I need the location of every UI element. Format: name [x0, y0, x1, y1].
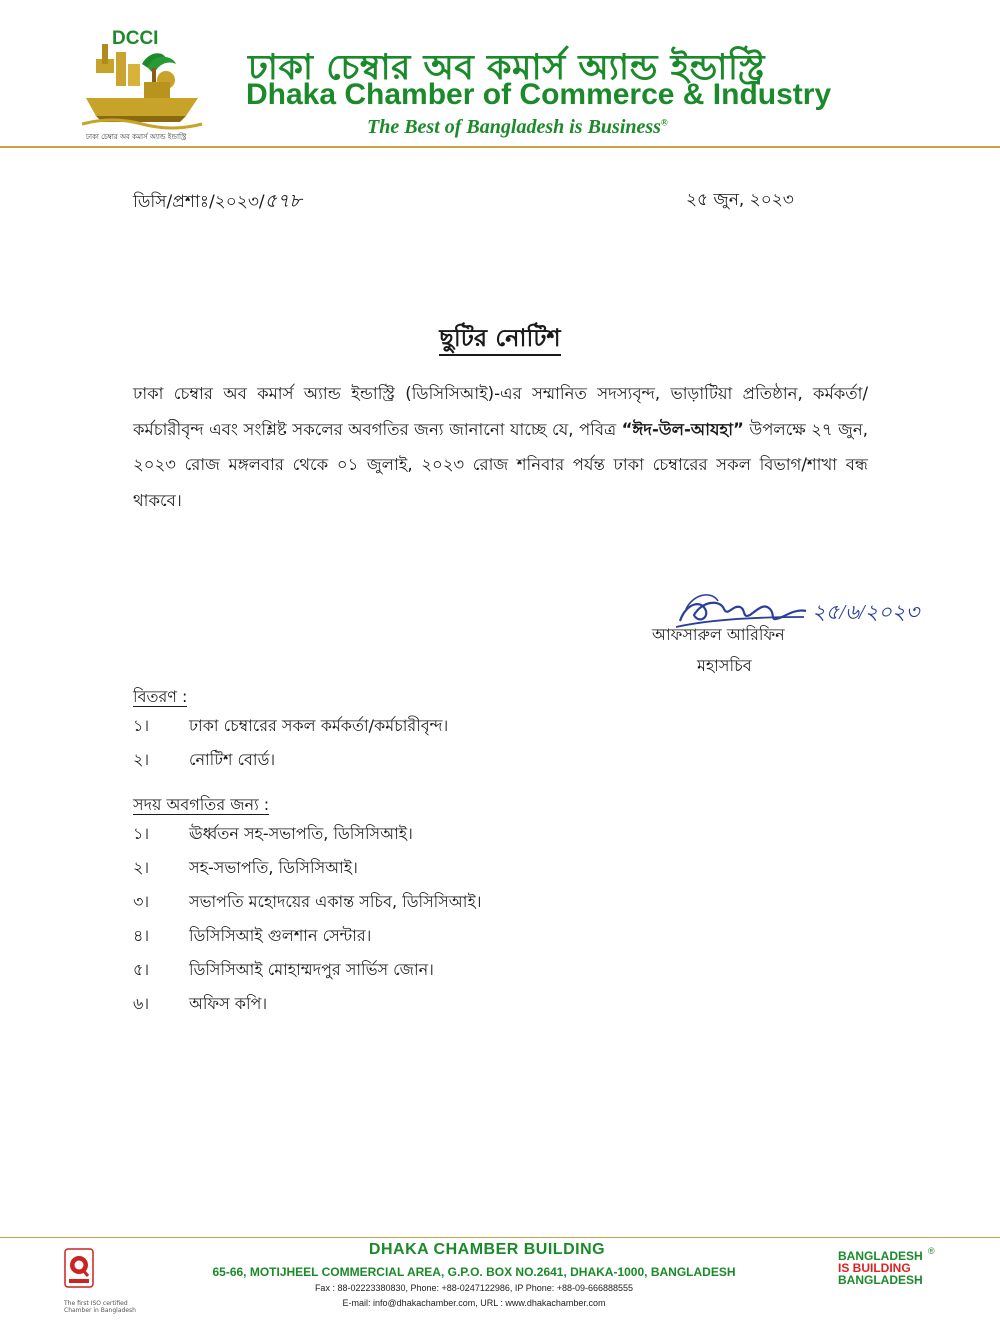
- list-item: [133, 923, 482, 957]
- list-item: [133, 747, 448, 781]
- item-text: সহ-সভাপতি, ডিসিসিআই।: [189, 858, 358, 877]
- notice-body-part-2: উপলক্ষে ২৭ জুন, ২০২৩ রোজ মঙ্গলবার থেকে ০১ জুলাই, ২০২৩ রোজ শনিবার পর্যন্ত ঢাকা চেম্বারের সকল বিভাগ/শাখা বন্ধ থাকবে।: [133, 419, 868, 510]
- tagline-text: The Best of Bangladesh is Business: [367, 116, 661, 138]
- org-tagline: [367, 116, 668, 139]
- info-list: [133, 821, 482, 1025]
- letter-date: ২৫ জুন, ২০২৩: [686, 190, 794, 210]
- item-text: ডিসিসিআই মোহাম্মদপুর সার্ভিস জোন।: [189, 960, 434, 979]
- list-item: [133, 889, 482, 923]
- footer-contact: Fax : 88-02223380830, Phone: +88-0247122986, IP Phone: +88-09-666888555: [314, 1283, 634, 1293]
- notice-heading-text: ছুটির নোটিশ: [439, 324, 560, 356]
- header-divider: [0, 146, 1000, 148]
- bangladesh-building-badge: [838, 1250, 923, 1286]
- badge-line-1: BANGLADESH: [838, 1249, 923, 1263]
- org-title-english: Dhaka Chamber of Commerce & Industry: [246, 78, 832, 111]
- item-number: ১।: [133, 824, 150, 843]
- signatory-title: মহাসচিব: [697, 656, 752, 675]
- badge-registered-mark: ®: [928, 1246, 935, 1256]
- item-text: ঊর্ধ্বতন সহ-সভাপতি, ডিসিসিআই।: [189, 824, 413, 843]
- signature-date: ২৫/৬/২০২৩: [812, 600, 920, 624]
- list-item: [133, 957, 482, 991]
- iso-caption: The first ISO certified Chamber in Bangladesh: [64, 1300, 136, 1314]
- list-item: [133, 821, 482, 855]
- list-item: [133, 713, 448, 747]
- item-number: ১।: [133, 716, 150, 735]
- footer-building: DHAKA CHAMBER BUILDING: [368, 1241, 606, 1258]
- reference-prefix: ডিসি/প্রশাঃ/২০২৩/: [133, 192, 265, 212]
- item-number: ২।: [133, 750, 150, 769]
- notice-body-part-1: ঢাকা চেম্বার অব কমার্স অ্যান্ড ইন্ডাস্ট্রি (ডিসিসিআই)-এর সম্মানিত সদস্যবৃন্দ, ভাড়াটিয়া প্রতিষ্ঠান, কর্মকর্তা/কর্মচারীবৃন্দ এবং সংশ্লিষ্ট সকলের অবগতির জন্য জানানো যাচ্ছে যে, পবিত্র: [133, 384, 868, 439]
- signatory-name: আফসারুল আরিফিন: [652, 625, 785, 644]
- distribution-list: [133, 713, 448, 781]
- logo-caption: ঢাকা চেম্বার অব কমার্স অ্যান্ড ইন্ডাস্ট্রি: [86, 133, 187, 141]
- notice-body-eid: “ঈদ-উল-আযহা”: [621, 419, 744, 439]
- logo-abbreviation: DCCI: [112, 28, 159, 49]
- notice-heading: [0, 320, 1000, 360]
- footer-divider: [0, 1237, 1000, 1238]
- item-text: ডিসিসিআই গুলশান সেন্টার।: [189, 926, 372, 945]
- item-number: ৩।: [133, 892, 150, 911]
- distribution-title: [133, 684, 187, 711]
- list-item: [133, 855, 482, 889]
- footer-address: 65-66, MOTIJHEEL COMMERCIAL AREA, G.P.O. BOX NO.2641, DHAKA-1000, BANGLADESH: [212, 1265, 736, 1279]
- reference-number: [133, 187, 302, 219]
- info-title: [133, 792, 269, 819]
- item-number: ২।: [133, 858, 150, 877]
- item-text: সভাপতি মহোদয়ের একান্ত সচিব, ডিসিসিআই।: [189, 892, 482, 911]
- item-text: নোটিশ বোর্ড।: [189, 750, 276, 769]
- registered-mark: ®: [660, 117, 668, 128]
- item-text: ঢাকা চেম্বারের সকল কর্মকর্তা/কর্মচারীবৃন্দ।: [189, 716, 449, 735]
- distribution-title-text: বিতরণ :: [133, 687, 188, 706]
- badge-line-2: IS BUILDING: [838, 1261, 911, 1275]
- item-number: ৪।: [133, 926, 150, 945]
- item-text: অফিস কপি।: [189, 994, 268, 1013]
- list-item: [133, 991, 482, 1025]
- reference-handwritten-number: ৫৭৮: [264, 191, 302, 212]
- badge-line-3: BANGLADESH: [838, 1273, 923, 1287]
- info-title-text: সদয় অবগতির জন্য :: [133, 795, 270, 814]
- notice-body: [133, 376, 868, 518]
- item-number: ৬।: [133, 994, 150, 1013]
- org-title-bangla: ঢাকা চেম্বার অব কমার্স অ্যান্ড ইন্ডাস্ট্রি: [248, 48, 766, 88]
- item-number: ৫।: [133, 960, 150, 979]
- footer-email: E-mail: info@dhakachamber.com, URL : www.dhakachamber.com: [342, 1298, 606, 1308]
